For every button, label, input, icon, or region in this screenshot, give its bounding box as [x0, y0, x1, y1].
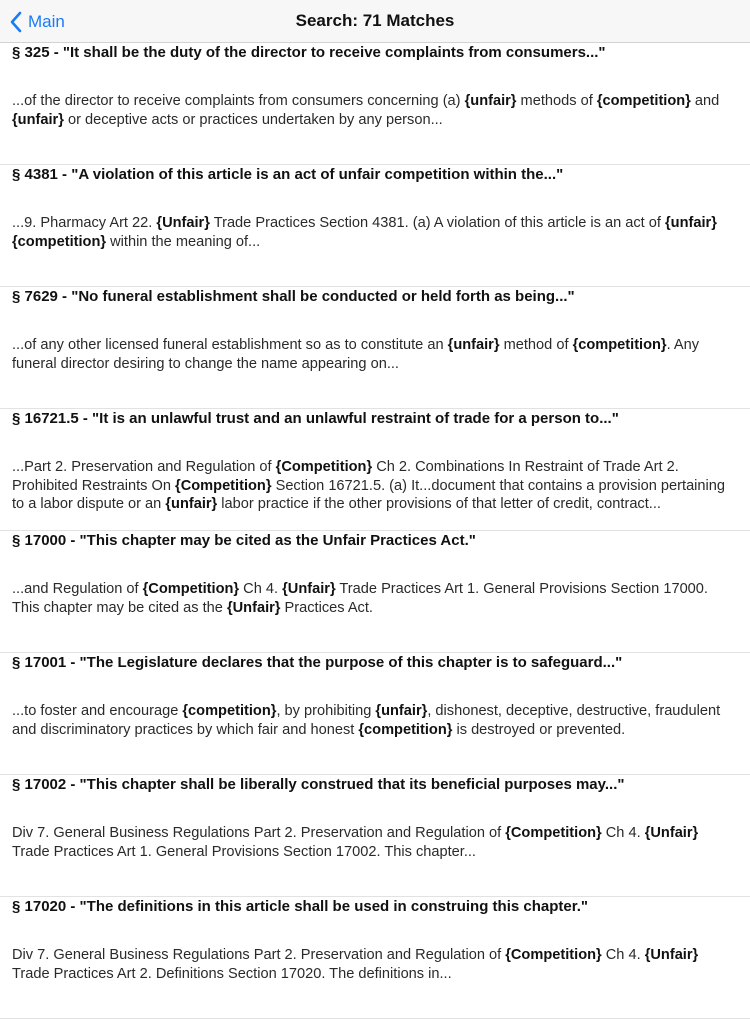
search-term-highlight: {competition}	[358, 721, 453, 738]
snippet-text: Trade Practices Art 1. General Provisions Section 17000. This chapter may be cited as the	[12, 581, 708, 616]
result-heading: § 17002 - "This chapter shall be liberally construed that its beneficial purposes may..."	[12, 776, 625, 793]
snippet-text: , by prohibiting	[276, 703, 376, 719]
search-term-highlight: {Unfair}	[156, 215, 210, 231]
search-result-item[interactable]	[0, 897, 750, 1019]
search-result-item[interactable]	[0, 531, 750, 653]
result-snippet	[12, 702, 728, 739]
search-term-highlight: {unfair}	[375, 703, 428, 719]
search-results-list	[0, 43, 750, 1019]
search-result-item[interactable]	[0, 287, 750, 409]
search-term-highlight: {Competition}	[175, 477, 272, 494]
search-term-highlight: {Unfair}	[226, 599, 281, 616]
snippet-text: ...of any other licensed funeral establishment so as to constitute an	[12, 337, 448, 353]
search-result-item[interactable]	[0, 409, 750, 531]
search-term-highlight: {unfair}	[12, 111, 64, 128]
snippet-text: Trade Practices Section 4381. (a) A violation of this article is an act of	[209, 215, 665, 231]
snippet-text: ...Part 2. Preservation and Regulation of	[12, 459, 276, 475]
result-heading: § 17020 - "The definitions in this article shall be used in construing this chapter."	[12, 898, 589, 915]
snippet-text: Section 16721.5. (a) It...document that contains a provision pertaining to a labor dispute or an	[12, 477, 726, 513]
snippet-text: ...and Regulation of	[12, 581, 143, 597]
snippet-text: ...to foster and encourage	[12, 703, 183, 719]
snippet-text: within the meaning of...	[106, 233, 261, 250]
page-title: Search: 71 Matches	[295, 11, 455, 30]
snippet-text: Ch 2. Combinations In Restraint of Trade Art 2. Prohibited Restraints On	[12, 459, 679, 494]
search-term-highlight: {unfair}	[464, 93, 517, 109]
result-heading: § 4381 - "A violation of this article is an act of unfair competition within the..."	[12, 166, 564, 183]
snippet-text: . Any funeral director desiring to change the name appearing on...	[12, 337, 700, 372]
search-term-highlight: {competition}	[12, 233, 107, 250]
snippet-text: Div 7. General Business Regulations Part 2. Preservation and Regulation of	[12, 947, 506, 963]
result-snippet	[12, 458, 728, 514]
search-term-highlight: {competition}	[596, 93, 691, 109]
snippet-text: ...of the director to receive complaints from consumers concerning (a)	[12, 93, 465, 109]
snippet-text: Trade Practices Art 1. General Provisions Section 17002. This chapter...	[12, 843, 476, 860]
snippet-text: Ch 4.	[239, 581, 283, 597]
search-term-highlight: {competition}	[572, 337, 667, 353]
search-result-item[interactable]	[0, 653, 750, 775]
snippet-text: method of	[499, 337, 573, 353]
search-term-highlight: {Competition}	[505, 825, 602, 841]
search-result-item[interactable]	[0, 165, 750, 287]
navigation-bar	[0, 0, 750, 43]
search-term-highlight: {unfair}	[165, 496, 218, 513]
result-heading: § 17001 - "The Legislature declares that the purpose of this chapter is to safeguard..."	[12, 654, 623, 671]
search-term-highlight: {Unfair}	[282, 581, 336, 597]
snippet-text: Ch 4.	[601, 825, 645, 841]
search-term-highlight: {Competition}	[142, 581, 240, 597]
result-snippet	[12, 92, 728, 129]
search-term-highlight: {Competition}	[275, 459, 373, 475]
result-snippet	[12, 946, 728, 983]
search-term-highlight: {competition}	[182, 703, 277, 719]
snippet-text: Ch 4.	[601, 947, 645, 963]
result-snippet	[12, 824, 728, 861]
result-snippet	[12, 580, 728, 617]
snippet-text: ...9. Pharmacy Art 22.	[12, 215, 157, 231]
back-button-label: Main	[28, 12, 65, 31]
search-result-item[interactable]	[0, 775, 750, 897]
snippet-text: or deceptive acts or practices undertaken by any person...	[63, 111, 443, 128]
search-term-highlight: {Unfair}	[644, 947, 699, 963]
result-snippet	[12, 214, 728, 251]
search-term-highlight: {unfair}	[665, 215, 717, 231]
result-heading: § 17000 - "This chapter may be cited as the Unfair Practices Act."	[12, 532, 476, 549]
search-term-highlight: {Unfair}	[644, 825, 699, 841]
snippet-text: , dishonest, deceptive, destructive, fraudulent and discriminatory practices by which fair and honest	[12, 703, 721, 738]
search-result-item[interactable]	[0, 43, 750, 165]
snippet-text: Trade Practices Art 2. Definitions Section 17020. The definitions in...	[12, 965, 452, 982]
snippet-text: is destroyed or prevented.	[452, 721, 626, 738]
result-heading: § 7629 - "No funeral establishment shall be conducted or held forth as being..."	[12, 288, 575, 305]
result-heading: § 16721.5 - "It is an unlawful trust and an unlawful restraint of trade for a person to..."	[12, 410, 619, 427]
snippet-text: Div 7. General Business Regulations Part 2. Preservation and Regulation of	[12, 825, 506, 841]
snippet-text: methods of	[516, 93, 597, 109]
search-term-highlight: {unfair}	[447, 337, 500, 353]
snippet-text: Practices Act.	[280, 599, 373, 616]
result-heading: § 325 - "It shall be the duty of the director to receive complaints from consumers..."	[12, 44, 606, 61]
snippet-text: labor practice if the other provisions of that letter of credit, contract...	[217, 496, 661, 513]
result-snippet	[12, 336, 728, 373]
snippet-text: and	[690, 93, 720, 109]
search-term-highlight: {Competition}	[505, 947, 602, 963]
